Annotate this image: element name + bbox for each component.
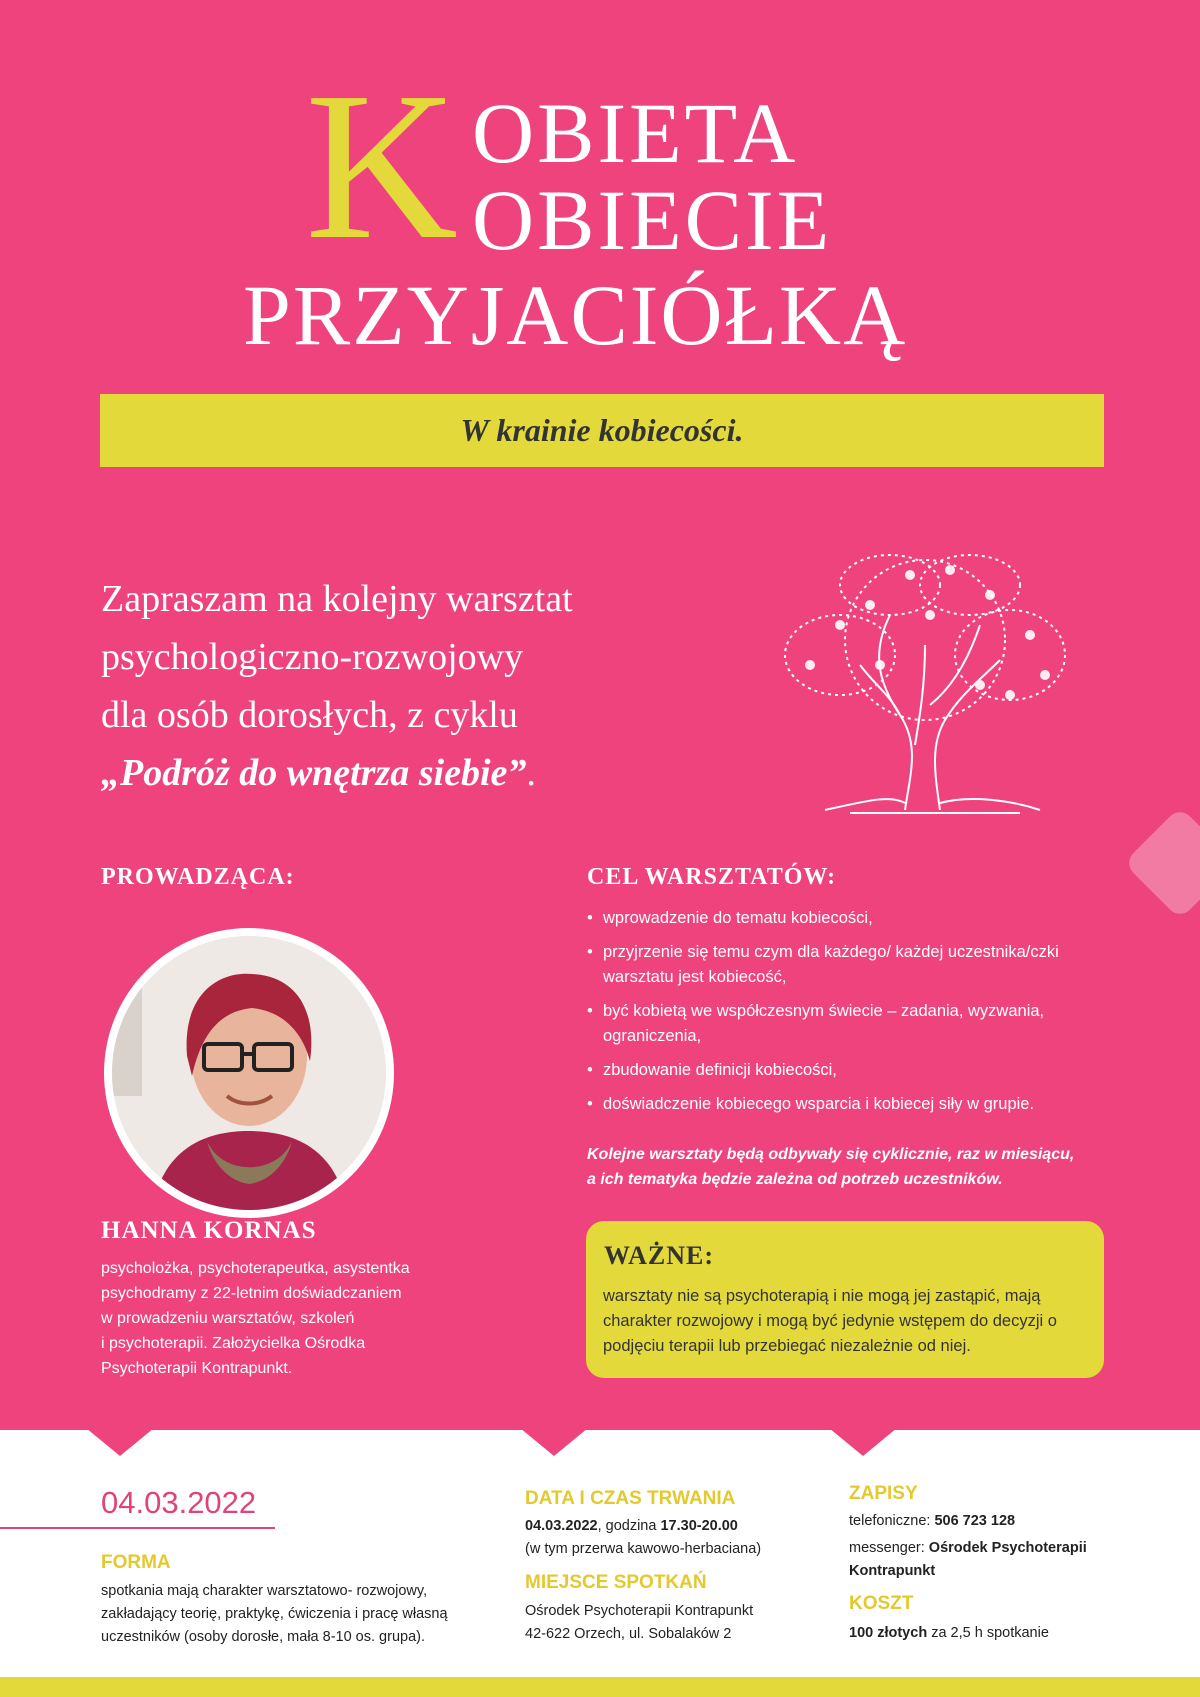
- note-line: a ich tematyka będzie zależna od potrzeb uczestników.: [587, 1171, 1003, 1188]
- section-notch: [86, 1428, 154, 1456]
- intro-line: Zapraszam na kolejny warsztat: [101, 578, 573, 620]
- important-box: [586, 1221, 1104, 1378]
- title-line-1: OBIETA: [472, 85, 799, 181]
- bio-line: i psychoterapii. Założycielka Ośrodka: [101, 1335, 366, 1352]
- goals-list: [587, 906, 1127, 1126]
- forma-line: spotkania mają charakter warsztatowo- rozwojowy,: [101, 1583, 428, 1599]
- host-name: HANNA KORNAS: [101, 1217, 317, 1244]
- title-line-2: OBIECIE: [472, 172, 833, 268]
- bottom-bar: [0, 1677, 1200, 1697]
- goal-item: • wprowadzenie do tematu kobiecości,: [587, 906, 1127, 931]
- signup-label: ZAPISY: [849, 1483, 918, 1504]
- date-underline: [0, 1527, 275, 1529]
- datetime-note: (w tym przerwa kawowo-herbaciana): [525, 1541, 762, 1557]
- forma-line: zakładający teorię, praktykę, ćwiczenia i pracę własną: [101, 1606, 448, 1622]
- datetime-date: 04.03.2022: [525, 1518, 598, 1534]
- goal-item: • być kobietą we współczesnym świecie – zadania, wyzwania, ograniczenia,: [587, 999, 1127, 1049]
- location-line: Ośrodek Psychoterapii Kontrapunkt: [525, 1603, 754, 1619]
- event-date: 04.03.2022: [101, 1485, 257, 1520]
- host-heading: PROWADZĄCA:: [101, 864, 295, 890]
- intro-text: [101, 570, 741, 802]
- cost-label: KOSZT: [849, 1593, 914, 1614]
- important-heading: WAŻNE:: [604, 1241, 715, 1270]
- location-line: 42-622 Orzech, ul. Sobalaków 2: [525, 1626, 732, 1642]
- forma-line: uczestników (osoby dorosłe, mała 8-10 os. grupa).: [101, 1629, 425, 1645]
- messenger-name-cont: Kontrapunkt: [849, 1563, 936, 1579]
- forma-label: FORMA: [101, 1552, 171, 1573]
- title-line-3: PRZYJACIÓŁKĄ: [243, 267, 908, 363]
- intro-line: psychologiczno-rozwojowy: [101, 636, 524, 678]
- forma-text: [101, 1580, 481, 1649]
- tree-illustration: [780, 545, 1070, 815]
- host-bio: [101, 1256, 471, 1381]
- goal-item: • przyjrzenie się temu czym dla każdego/ każdej uczestnika/czki warsztatu jest kobiecość,: [587, 940, 1127, 990]
- host-portrait: [104, 928, 394, 1218]
- messenger-label: messenger:: [849, 1540, 929, 1556]
- section-notch: [520, 1428, 588, 1456]
- signup-text: [849, 1510, 1149, 1583]
- phone-label: telefoniczne:: [849, 1513, 935, 1529]
- messenger-name: Ośrodek Psychoterapii: [928, 1540, 1087, 1556]
- bio-line: w prowadzeniu warsztatów, szkoleń: [101, 1310, 355, 1327]
- recurrence-note: [587, 1142, 1107, 1192]
- host-photo: [112, 936, 386, 1210]
- phone-number: 506 723 128: [934, 1513, 1016, 1529]
- goals-heading: CEL WARSZTATÓW:: [587, 864, 837, 890]
- subtitle-banner: [100, 394, 1104, 467]
- subtitle: W krainie kobiecości.: [460, 412, 744, 448]
- cost-amount: 100 złotych: [849, 1625, 928, 1641]
- bio-line: Psychoterapii Kontrapunkt.: [101, 1360, 293, 1377]
- intro-period: .: [526, 752, 536, 794]
- important-text: warsztaty nie są psychoterapią i nie mogą jej zastąpić, mają charakter rozwojowy i mogą być jedynie wstępem do decyzji o podjęciu terapii lub przebiegać niezależnie od niej.: [603, 1287, 1057, 1355]
- location-label: MIEJSCE SPOTKAŃ: [525, 1572, 707, 1593]
- datetime-text: [525, 1515, 825, 1561]
- datetime-label: DATA I CZAS TRWANIA: [525, 1488, 736, 1509]
- series-name: „Podróż do wnętrza siebie”: [101, 752, 527, 794]
- note-line: Kolejne warsztaty będą odbywały się cyklicznie, raz w miesiącu,: [587, 1146, 1075, 1163]
- bio-line: psychodramy z 22-letnim doświadczaniem: [101, 1285, 402, 1302]
- intro-line: dla osób dorosłych, z cyklu: [101, 694, 518, 736]
- goal-item: • doświadczenie kobiecego wsparcia i kobiecej siły w grupie.: [587, 1092, 1127, 1117]
- location-text: [525, 1600, 825, 1646]
- title-initial: K: [305, 48, 459, 283]
- datetime-hours: 17.30-20.00: [660, 1518, 738, 1534]
- goal-item: • zbudowanie definicji kobiecości,: [587, 1058, 1127, 1083]
- cost-text: [849, 1622, 1149, 1645]
- section-notch: [829, 1428, 897, 1456]
- cost-rest: za 2,5 h spotkanie: [927, 1625, 1049, 1641]
- bio-line: psycholożka, psychoterapeutka, asystentka: [101, 1260, 410, 1277]
- datetime-mid: , godzina: [597, 1518, 661, 1534]
